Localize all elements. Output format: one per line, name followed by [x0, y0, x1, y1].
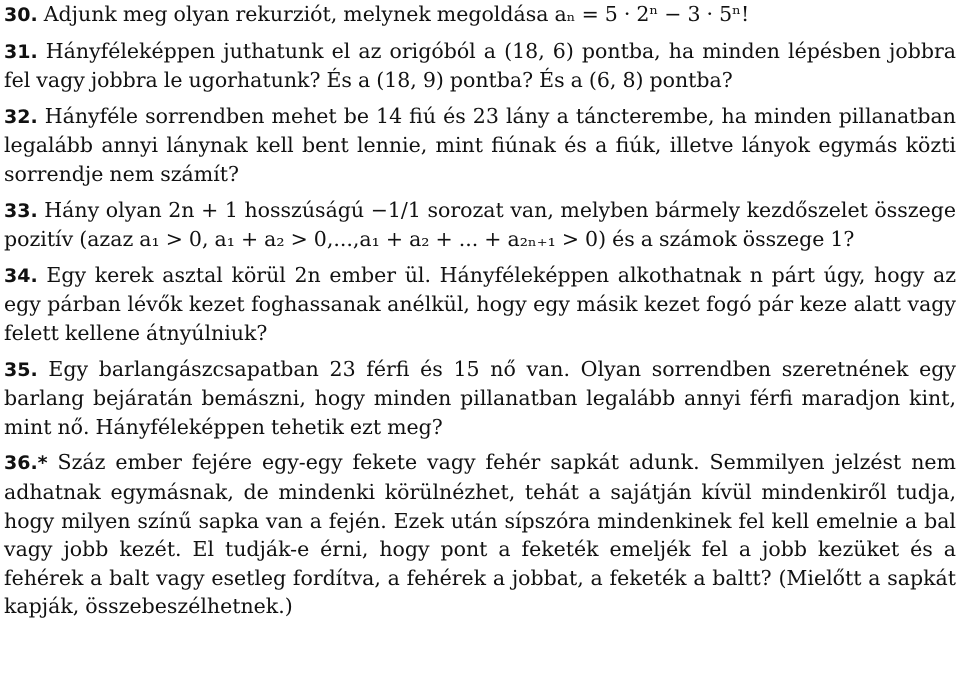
problem-text: Egy barlangászcsapatban 23 férfi és 15 nő van. Olyan sorrendben szeretnének egy barlang bejáratán bemászni, hogy minden pillanatban legalább annyi férfi maradjon kint, mint nő. Hányféleképpen tehetik ezt meg? [4, 356, 956, 439]
problem-31 [4, 37, 956, 95]
problem-33 [4, 196, 956, 254]
problem-number: 31. [4, 40, 38, 63]
problem-35 [4, 355, 956, 442]
problem-number: 33. [4, 199, 38, 222]
problem-number: 35. [4, 358, 38, 381]
problem-number: 36.* [4, 452, 48, 475]
problem-32 [4, 102, 956, 189]
problem-text: Hány olyan 2n + 1 hosszúságú −1/1 sorozat van, melyben bármely kezdőszelet összege pozitív (azaz a₁ > 0, a₁ + a₂ > 0,...,a₁ + a₂ + ... + a₂ₙ₊₁ > 0) és a számok összege 1? [4, 197, 956, 252]
problem-text: Hányféleképpen juthatunk el az origóból a (18, 6) pontba, ha minden lépésben jobbra fel vagy jobbra le ugorhatunk? És a (18, 9) pontba? És a (6, 8) pontba? [4, 38, 956, 93]
problem-text: Egy kerek asztal körül 2n ember ül. Hányféleképpen alkothatnak n párt úgy, hogy az egy párban lévők kezet foghassanak anélkül, hogy egy másik kezet fogó pár keze alatt vagy felett kellene átnyúlniuk? [4, 262, 956, 345]
problem-text: Hányféle sorrendben mehet be 14 fiú és 23 lány a táncterembe, ha minden pillanatban legalább annyi lánynak kell bent lennie, mint fiúnak és a fiúk, illetve lányok egymás közti sorrendje nem számít? [4, 103, 956, 186]
problem-number: 34. [4, 264, 38, 287]
problem-36 [4, 448, 956, 621]
problem-text: Adjunk meg olyan rekurziót, melynek megoldása aₙ = 5 · 2ⁿ − 3 · 5ⁿ! [43, 2, 750, 26]
problem-34 [4, 261, 956, 348]
problem-text: Száz ember fejére egy-egy fekete vagy fehér sapkát adunk. Semmilyen jelzést nem adhatnak egymásnak, de mindenki körülnézhet, tehát a sajátján kívül mindenkiről tudja, hogy milyen színű sapka van a fején. Ezek után sípszóra mindenkinek fel kell emelnie a bal vagy jobb kezét. El tudják-e érni, hogy pont a feketék emeljék fel a jobb kezüket és a fehérek a balt vagy esetleg fordítva, a fehérek a jobbat, a feketék a baltt? (Mielőtt a sapkát kapják, összebeszélhetnek.) [4, 450, 956, 619]
problem-number: 32. [4, 105, 38, 128]
problem-number: 30. [4, 4, 38, 26]
problem-30 [4, 0, 956, 30]
